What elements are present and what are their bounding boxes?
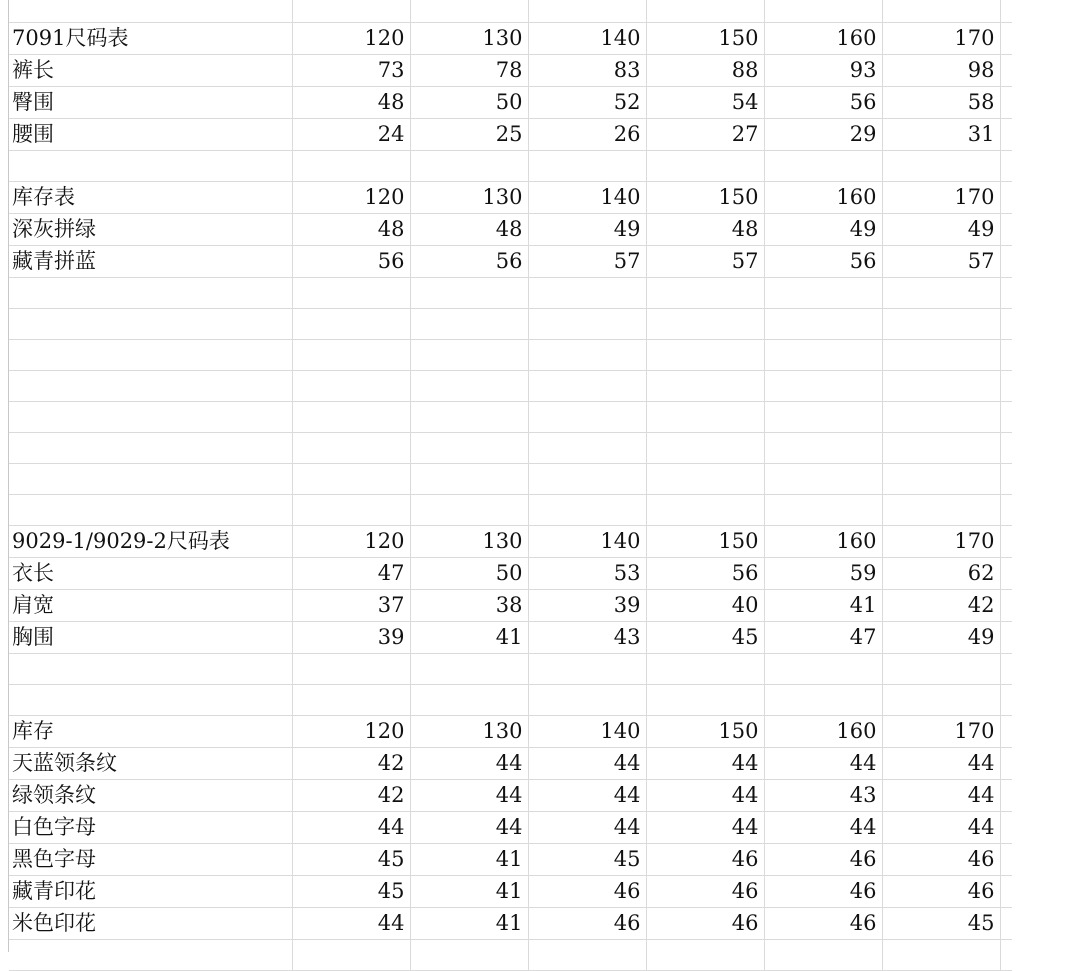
- cell[interactable]: [1000, 653, 1012, 684]
- cell-value[interactable]: 44: [646, 779, 764, 811]
- cell-value[interactable]: 44: [528, 779, 646, 811]
- cell[interactable]: [528, 653, 646, 684]
- cell[interactable]: [292, 308, 410, 339]
- cell[interactable]: [410, 939, 528, 970]
- cell[interactable]: [882, 432, 1000, 463]
- cell-value[interactable]: 58: [882, 86, 1000, 118]
- cell[interactable]: [292, 150, 410, 181]
- cell[interactable]: [1000, 939, 1012, 970]
- cell[interactable]: [1000, 0, 1012, 22]
- cell-row-label[interactable]: 绿领条纹: [9, 779, 292, 811]
- cell[interactable]: [1000, 463, 1012, 494]
- cell-value[interactable]: 48: [292, 86, 410, 118]
- cell-value[interactable]: 56: [764, 245, 882, 277]
- cell-value[interactable]: 44: [882, 747, 1000, 779]
- table-row: [9, 308, 1012, 339]
- cell[interactable]: [292, 339, 410, 370]
- cell[interactable]: [1000, 811, 1012, 843]
- cell-value[interactable]: 50: [410, 86, 528, 118]
- cell[interactable]: [9, 150, 292, 181]
- cell[interactable]: [882, 308, 1000, 339]
- cell[interactable]: [882, 463, 1000, 494]
- cell-row-label[interactable]: 藏青拼蓝: [9, 245, 292, 277]
- cell[interactable]: [9, 0, 292, 22]
- cell-value[interactable]: 88: [646, 54, 764, 86]
- cell-section-title[interactable]: 9029-1/9029-2尺码表: [9, 525, 292, 557]
- cell-value[interactable]: 59: [764, 557, 882, 589]
- cell[interactable]: [9, 339, 292, 370]
- cell-value[interactable]: 39: [292, 621, 410, 653]
- cell-value[interactable]: 56: [292, 245, 410, 277]
- table-row: [9, 621, 1012, 653]
- cell[interactable]: [528, 370, 646, 401]
- cell-size[interactable]: 160: [764, 525, 882, 557]
- cell[interactable]: [292, 494, 410, 525]
- cell[interactable]: [1000, 432, 1012, 463]
- cell-value[interactable]: 44: [646, 811, 764, 843]
- table-row: [9, 653, 1012, 684]
- cell[interactable]: [292, 277, 410, 308]
- cell[interactable]: [646, 939, 764, 970]
- table-row: [9, 843, 1012, 875]
- cell[interactable]: [410, 150, 528, 181]
- table-row: [9, 939, 1012, 970]
- cell-value[interactable]: 26: [528, 118, 646, 150]
- cell-value[interactable]: 46: [882, 843, 1000, 875]
- cell-value[interactable]: 93: [764, 54, 882, 86]
- cell[interactable]: [1000, 684, 1012, 715]
- cell[interactable]: [292, 370, 410, 401]
- cell-size[interactable]: 170: [882, 181, 1000, 213]
- cell-size[interactable]: 170: [882, 22, 1000, 54]
- cell[interactable]: [528, 308, 646, 339]
- cell[interactable]: [646, 150, 764, 181]
- cell-section-title[interactable]: 7091尺码表: [9, 22, 292, 54]
- cell[interactable]: [410, 653, 528, 684]
- cell[interactable]: [292, 432, 410, 463]
- cell-value[interactable]: 44: [292, 811, 410, 843]
- cell-size[interactable]: 130: [410, 525, 528, 557]
- cell-row-label[interactable]: 臀围: [9, 86, 292, 118]
- table-row: [9, 150, 1012, 181]
- cell[interactable]: [9, 939, 292, 970]
- cell-value[interactable]: 44: [882, 811, 1000, 843]
- cell[interactable]: [764, 494, 882, 525]
- table-row: [9, 715, 1012, 747]
- cell[interactable]: [764, 0, 882, 22]
- cell-value[interactable]: 46: [646, 843, 764, 875]
- cell[interactable]: [764, 339, 882, 370]
- cell-value[interactable]: 46: [882, 875, 1000, 907]
- cell[interactable]: [1000, 715, 1012, 747]
- cell-value[interactable]: 40: [646, 589, 764, 621]
- cell-grid: [9, 0, 1012, 952]
- cell[interactable]: [646, 0, 764, 22]
- cell-row-label[interactable]: 米色印花: [9, 907, 292, 939]
- cell[interactable]: [528, 463, 646, 494]
- cell-value[interactable]: 46: [646, 875, 764, 907]
- cell-value[interactable]: 48: [292, 213, 410, 245]
- cell-value[interactable]: 46: [646, 907, 764, 939]
- cell[interactable]: [646, 401, 764, 432]
- table-row: [9, 747, 1012, 779]
- table-row: [9, 811, 1012, 843]
- cell[interactable]: [882, 150, 1000, 181]
- cell-value[interactable]: 44: [528, 747, 646, 779]
- cell-value[interactable]: 45: [528, 843, 646, 875]
- cell-value[interactable]: 31: [882, 118, 1000, 150]
- cell[interactable]: [410, 308, 528, 339]
- cell-value[interactable]: 42: [292, 779, 410, 811]
- cell[interactable]: [9, 463, 292, 494]
- cell-value[interactable]: 49: [764, 213, 882, 245]
- cell-row-label[interactable]: 天蓝领条纹: [9, 747, 292, 779]
- cell[interactable]: [528, 401, 646, 432]
- table-row: [9, 907, 1012, 939]
- cell-value[interactable]: 45: [292, 875, 410, 907]
- cell[interactable]: [1000, 557, 1012, 589]
- cell[interactable]: [646, 370, 764, 401]
- cell-value[interactable]: 44: [528, 811, 646, 843]
- cell[interactable]: [882, 339, 1000, 370]
- table-row: [9, 684, 1012, 715]
- blank-area: [1012, 0, 1082, 952]
- table-row: [9, 339, 1012, 370]
- cell[interactable]: [764, 432, 882, 463]
- cell-section-title[interactable]: 库存表: [9, 181, 292, 213]
- cell-value[interactable]: 56: [764, 86, 882, 118]
- cell[interactable]: [1000, 339, 1012, 370]
- cell[interactable]: [9, 277, 292, 308]
- cell[interactable]: [1000, 86, 1012, 118]
- cell[interactable]: [410, 684, 528, 715]
- cell-size[interactable]: 120: [292, 525, 410, 557]
- cell[interactable]: [410, 494, 528, 525]
- cell-size[interactable]: 120: [292, 22, 410, 54]
- cell-size[interactable]: 120: [292, 181, 410, 213]
- cell[interactable]: [1000, 747, 1012, 779]
- cell-size[interactable]: 130: [410, 715, 528, 747]
- cell-value[interactable]: 44: [764, 747, 882, 779]
- cell[interactable]: [292, 939, 410, 970]
- cell[interactable]: [882, 370, 1000, 401]
- cell-size[interactable]: 130: [410, 181, 528, 213]
- cell[interactable]: [882, 494, 1000, 525]
- table-row: [9, 277, 1012, 308]
- cell[interactable]: [292, 401, 410, 432]
- cell-value[interactable]: 24: [292, 118, 410, 150]
- cell[interactable]: [9, 653, 292, 684]
- cell-size[interactable]: 150: [646, 181, 764, 213]
- cell[interactable]: [764, 653, 882, 684]
- cell[interactable]: [764, 370, 882, 401]
- cell[interactable]: [1000, 525, 1012, 557]
- row-header-edge: [0, 0, 9, 952]
- cell-row-label[interactable]: 衣长: [9, 557, 292, 589]
- cell[interactable]: [882, 277, 1000, 308]
- cell[interactable]: [646, 494, 764, 525]
- table-row: [9, 557, 1012, 589]
- cell-value[interactable]: 47: [292, 557, 410, 589]
- cell[interactable]: [528, 939, 646, 970]
- cell-value[interactable]: 49: [528, 213, 646, 245]
- cell-value[interactable]: 46: [764, 907, 882, 939]
- cell-value[interactable]: 41: [410, 843, 528, 875]
- cell-row-label[interactable]: 黑色字母: [9, 843, 292, 875]
- cell[interactable]: [1000, 401, 1012, 432]
- cell-value[interactable]: 50: [410, 557, 528, 589]
- cell[interactable]: [764, 463, 882, 494]
- table-row: [9, 0, 1012, 22]
- cell[interactable]: [1000, 213, 1012, 245]
- cell-value[interactable]: 57: [646, 245, 764, 277]
- cell[interactable]: [1000, 875, 1012, 907]
- cell-value[interactable]: 45: [646, 621, 764, 653]
- cell[interactable]: [882, 0, 1000, 22]
- table-row: [9, 370, 1012, 401]
- cell[interactable]: [528, 0, 646, 22]
- cell[interactable]: [1000, 589, 1012, 621]
- cell-value[interactable]: 57: [882, 245, 1000, 277]
- table-row: [9, 86, 1012, 118]
- cell[interactable]: [9, 401, 292, 432]
- cell-value[interactable]: 44: [764, 811, 882, 843]
- cell[interactable]: [292, 653, 410, 684]
- cell[interactable]: [882, 401, 1000, 432]
- cell-row-label[interactable]: 胸围: [9, 621, 292, 653]
- cell[interactable]: [410, 432, 528, 463]
- cell[interactable]: [1000, 150, 1012, 181]
- cell[interactable]: [1000, 621, 1012, 653]
- table-row: [9, 779, 1012, 811]
- cell[interactable]: [764, 277, 882, 308]
- cell-size[interactable]: 140: [528, 525, 646, 557]
- cell-size[interactable]: 140: [528, 22, 646, 54]
- cell-section-title[interactable]: 库存: [9, 715, 292, 747]
- cell[interactable]: [1000, 308, 1012, 339]
- table-row: [9, 181, 1012, 213]
- cell-row-label[interactable]: 裤长: [9, 54, 292, 86]
- cell[interactable]: [1000, 22, 1012, 54]
- cell-value[interactable]: 49: [882, 621, 1000, 653]
- cell-value[interactable]: 42: [292, 747, 410, 779]
- cell-size[interactable]: 160: [764, 22, 882, 54]
- cell-value[interactable]: 46: [528, 907, 646, 939]
- cell[interactable]: [646, 463, 764, 494]
- cell-value[interactable]: 62: [882, 557, 1000, 589]
- cell-value[interactable]: 37: [292, 589, 410, 621]
- cell-value[interactable]: 42: [882, 589, 1000, 621]
- cell[interactable]: [9, 432, 292, 463]
- cell[interactable]: [882, 939, 1000, 970]
- cell[interactable]: [9, 684, 292, 715]
- cell-value[interactable]: 38: [410, 589, 528, 621]
- cell-value[interactable]: 44: [410, 747, 528, 779]
- cell-value[interactable]: 41: [410, 621, 528, 653]
- cell[interactable]: [882, 684, 1000, 715]
- cell-size[interactable]: 150: [646, 715, 764, 747]
- cell[interactable]: [528, 339, 646, 370]
- cell-value[interactable]: 43: [528, 621, 646, 653]
- cell-value[interactable]: 52: [528, 86, 646, 118]
- cell-value[interactable]: 44: [410, 811, 528, 843]
- cell[interactable]: [1000, 907, 1012, 939]
- cell-row-label[interactable]: 白色字母: [9, 811, 292, 843]
- cell[interactable]: [764, 308, 882, 339]
- cell-row-label[interactable]: 腰围: [9, 118, 292, 150]
- table-row: [9, 22, 1012, 54]
- cell[interactable]: [646, 684, 764, 715]
- cell-value[interactable]: 49: [882, 213, 1000, 245]
- cell[interactable]: [882, 653, 1000, 684]
- cell[interactable]: [646, 653, 764, 684]
- cell-value[interactable]: 53: [528, 557, 646, 589]
- cell-value[interactable]: 48: [410, 213, 528, 245]
- cell[interactable]: [410, 463, 528, 494]
- cell-value[interactable]: 41: [410, 875, 528, 907]
- cell[interactable]: [292, 0, 410, 22]
- cell-value[interactable]: 98: [882, 54, 1000, 86]
- cell-value[interactable]: 44: [292, 907, 410, 939]
- cell-value[interactable]: 45: [292, 843, 410, 875]
- cell[interactable]: [1000, 494, 1012, 525]
- cell[interactable]: [528, 684, 646, 715]
- cell[interactable]: [764, 401, 882, 432]
- cell-value[interactable]: 44: [410, 779, 528, 811]
- cell-value[interactable]: 25: [410, 118, 528, 150]
- table-row: [9, 525, 1012, 557]
- cell[interactable]: [646, 308, 764, 339]
- cell[interactable]: [9, 494, 292, 525]
- cell[interactable]: [9, 370, 292, 401]
- cell-value[interactable]: 46: [764, 875, 882, 907]
- cell[interactable]: [9, 308, 292, 339]
- cell-size[interactable]: 140: [528, 181, 646, 213]
- cell[interactable]: [528, 150, 646, 181]
- cell-value[interactable]: 46: [528, 875, 646, 907]
- cell-value[interactable]: 41: [764, 589, 882, 621]
- cell[interactable]: [646, 339, 764, 370]
- cell-value[interactable]: 41: [410, 907, 528, 939]
- cell[interactable]: [1000, 245, 1012, 277]
- cell[interactable]: [1000, 118, 1012, 150]
- cell-size[interactable]: 160: [764, 715, 882, 747]
- cell-value[interactable]: 83: [528, 54, 646, 86]
- cell[interactable]: [410, 401, 528, 432]
- cell[interactable]: [528, 432, 646, 463]
- cell-value[interactable]: 45: [882, 907, 1000, 939]
- cell-value[interactable]: 56: [646, 557, 764, 589]
- cell-size[interactable]: 150: [646, 525, 764, 557]
- cell[interactable]: [1000, 370, 1012, 401]
- cell-value[interactable]: 46: [764, 843, 882, 875]
- cell-value[interactable]: 56: [410, 245, 528, 277]
- cell[interactable]: [1000, 277, 1012, 308]
- cell[interactable]: [1000, 779, 1012, 811]
- cell-value[interactable]: 73: [292, 54, 410, 86]
- cell[interactable]: [410, 339, 528, 370]
- cell[interactable]: [764, 150, 882, 181]
- cell[interactable]: [1000, 843, 1012, 875]
- cell[interactable]: [1000, 54, 1012, 86]
- table-row: [9, 54, 1012, 86]
- cell-size[interactable]: 160: [764, 181, 882, 213]
- cell-row-label[interactable]: 肩宽: [9, 589, 292, 621]
- table-row: [9, 432, 1012, 463]
- cell[interactable]: [410, 0, 528, 22]
- cell[interactable]: [764, 684, 882, 715]
- cell-value[interactable]: 57: [528, 245, 646, 277]
- cell-size[interactable]: 170: [882, 715, 1000, 747]
- cell-row-label[interactable]: 深灰拼绿: [9, 213, 292, 245]
- cell-size[interactable]: 140: [528, 715, 646, 747]
- cell[interactable]: [764, 939, 882, 970]
- cell[interactable]: [646, 432, 764, 463]
- table-row: [9, 875, 1012, 907]
- cell[interactable]: [1000, 181, 1012, 213]
- cell-value[interactable]: 44: [882, 779, 1000, 811]
- cell[interactable]: [528, 494, 646, 525]
- cell-size[interactable]: 120: [292, 715, 410, 747]
- cell-value[interactable]: 54: [646, 86, 764, 118]
- table-row: [9, 463, 1012, 494]
- table-row: [9, 494, 1012, 525]
- table-row: [9, 589, 1012, 621]
- cell[interactable]: [528, 277, 646, 308]
- table-row: [9, 245, 1012, 277]
- cell-value[interactable]: 27: [646, 118, 764, 150]
- cell-size[interactable]: 150: [646, 22, 764, 54]
- cell[interactable]: [646, 277, 764, 308]
- cell-value[interactable]: 39: [528, 589, 646, 621]
- cell-value[interactable]: 29: [764, 118, 882, 150]
- table-row: [9, 213, 1012, 245]
- cell-value[interactable]: 78: [410, 54, 528, 86]
- cell-size[interactable]: 130: [410, 22, 528, 54]
- cell-value[interactable]: 44: [646, 747, 764, 779]
- table-row: [9, 118, 1012, 150]
- cell-value[interactable]: 43: [764, 779, 882, 811]
- sheet-table: [9, 0, 1012, 971]
- cell[interactable]: [410, 277, 528, 308]
- table-row: [9, 401, 1012, 432]
- cell[interactable]: [292, 684, 410, 715]
- cell-value[interactable]: 48: [646, 213, 764, 245]
- cell[interactable]: [292, 463, 410, 494]
- cell-row-label[interactable]: 藏青印花: [9, 875, 292, 907]
- cell-size[interactable]: 170: [882, 525, 1000, 557]
- cell[interactable]: [410, 370, 528, 401]
- cell-value[interactable]: 47: [764, 621, 882, 653]
